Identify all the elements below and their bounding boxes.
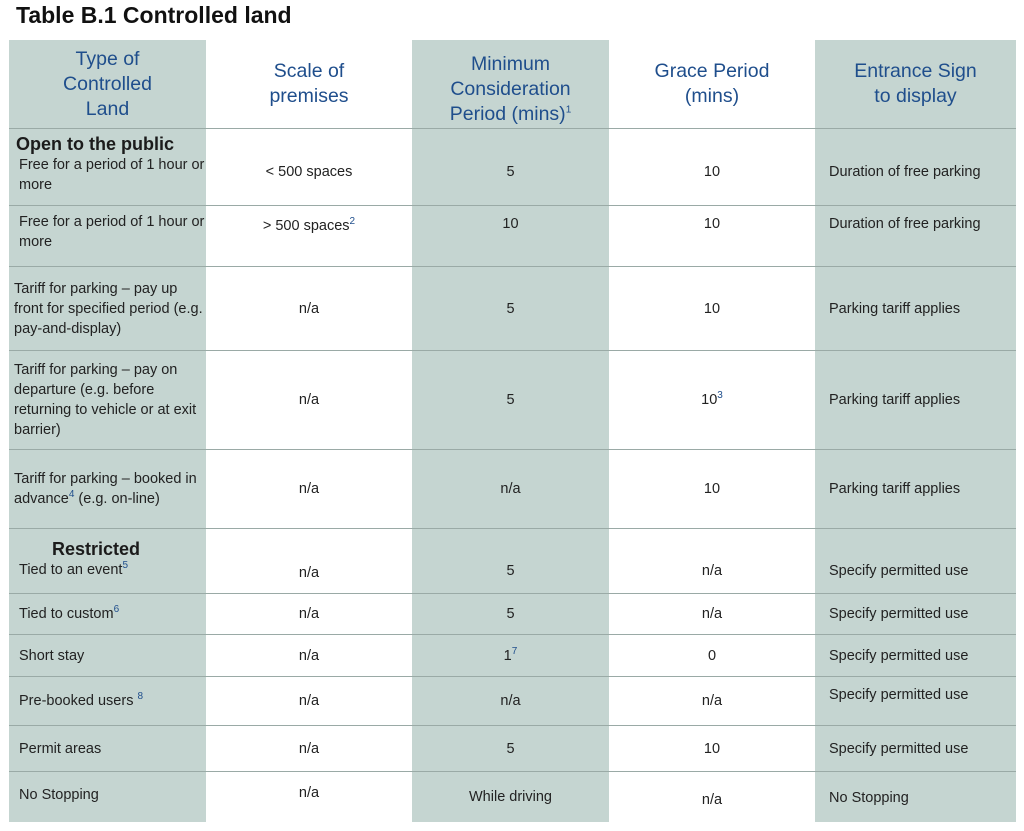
header-grace: Grace Period (mins) [609, 40, 815, 129]
header-type: Type of Controlled Land [9, 40, 206, 129]
cell-type: Permit areas [9, 726, 206, 772]
cell-type: Tariff for parking – pay up front for specified period (e.g. pay-and-display) [9, 267, 206, 351]
cell-sign: No Stopping [815, 772, 1016, 822]
cell-type: Pre-booked users $^8$ [9, 677, 206, 726]
cell-min: $1^7$ [412, 635, 609, 677]
cell-sign: Duration of free parking [815, 206, 1016, 267]
cell-grace: n/a [609, 594, 815, 635]
cell-type: Tariff for parking – booked in advance$^4$ (e.g. on-line) [9, 450, 206, 529]
cell-type: Free for a period of 1 hour or more [9, 206, 206, 267]
table-row [9, 726, 1016, 772]
cell-scale: n/a [206, 351, 412, 450]
table-row [9, 450, 1016, 529]
header-scale: Scale of premises [206, 40, 412, 129]
cell-grace: 0 [609, 635, 815, 677]
cell-scale: n/a [206, 450, 412, 529]
cell-grace: $10^3$ [609, 351, 815, 450]
cell-grace: 10 [609, 267, 815, 351]
cell-scale: n/a [206, 635, 412, 677]
cell-sign: Parking tariff applies [815, 267, 1016, 351]
cell-type: Tied to custom$^6$ [9, 594, 206, 635]
table-header-row [9, 40, 1016, 129]
cell-grace: 10 [609, 450, 815, 529]
cell-min: 5 [412, 726, 609, 772]
cell-grace: n/a [609, 677, 815, 726]
cell-min: 5 [412, 351, 609, 450]
table-row [9, 772, 1016, 822]
cell-sign: Parking tariff applies [815, 351, 1016, 450]
table-row [9, 529, 1016, 594]
cell-sign: Specify permitted use [815, 726, 1016, 772]
header-sign: Entrance Sign to display [815, 40, 1016, 129]
table-row [9, 677, 1016, 726]
cell-type: Open to the public Free for a period of 1 hour or more [9, 129, 206, 206]
cell-scale: < 500 spaces [206, 129, 412, 206]
cell-sign: Specify permitted use [815, 594, 1016, 635]
cell-grace: n/a [609, 529, 815, 594]
cell-type: Restricted Tied to an event$^5$ [9, 529, 206, 594]
cell-min: 5 [412, 129, 609, 206]
cell-scale: > 500 spaces$^2$ [206, 206, 412, 267]
cell-scale: n/a [206, 267, 412, 351]
cell-min: 5 [412, 594, 609, 635]
table-row [9, 351, 1016, 450]
section-restricted-heading: Restricted [52, 539, 141, 559]
cell-sign: Duration of free parking [815, 129, 1016, 206]
cell-scale: n/a [206, 594, 412, 635]
table-row [9, 206, 1016, 267]
cell-min: 10 [412, 206, 609, 267]
cell-min: n/a [412, 450, 609, 529]
section-open-heading: Open to the public [16, 134, 174, 154]
cell-scale: n/a [206, 726, 412, 772]
header-min-period: Minimum Consideration Period $(\min s)^1$ [412, 40, 609, 129]
table-row [9, 594, 1016, 635]
cell-sign: Specify permitted use [815, 635, 1016, 677]
cell-min: 5 [412, 267, 609, 351]
cell-min: While driving [412, 772, 609, 822]
cell-type: Short stay [9, 635, 206, 677]
cell-sign: Parking tariff applies [815, 450, 1016, 529]
cell-grace: n/a [609, 772, 815, 822]
cell-sign: Specify permitted use [815, 529, 1016, 594]
cell-type: Tariff for parking – pay on departure (e.g. before returning to vehicle or at exit barrier) [9, 351, 206, 450]
cell-grace: 10 [609, 206, 815, 267]
table-row [9, 267, 1016, 351]
page-title: Table B.1 Controlled land [16, 2, 292, 28]
cell-min: n/a [412, 677, 609, 726]
cell-grace: 10 [609, 726, 815, 772]
table-row [9, 635, 1016, 677]
cell-type: No Stopping [9, 772, 206, 822]
cell-scale: n/a [206, 529, 412, 594]
table-row [9, 129, 1016, 206]
cell-min: 5 [412, 529, 609, 594]
cell-scale: n/a [206, 677, 412, 726]
cell-scale: n/a [206, 772, 412, 822]
controlled-land-table [9, 40, 1016, 822]
cell-sign: Specify permitted use [815, 677, 1016, 726]
cell-grace: 10 [609, 129, 815, 206]
